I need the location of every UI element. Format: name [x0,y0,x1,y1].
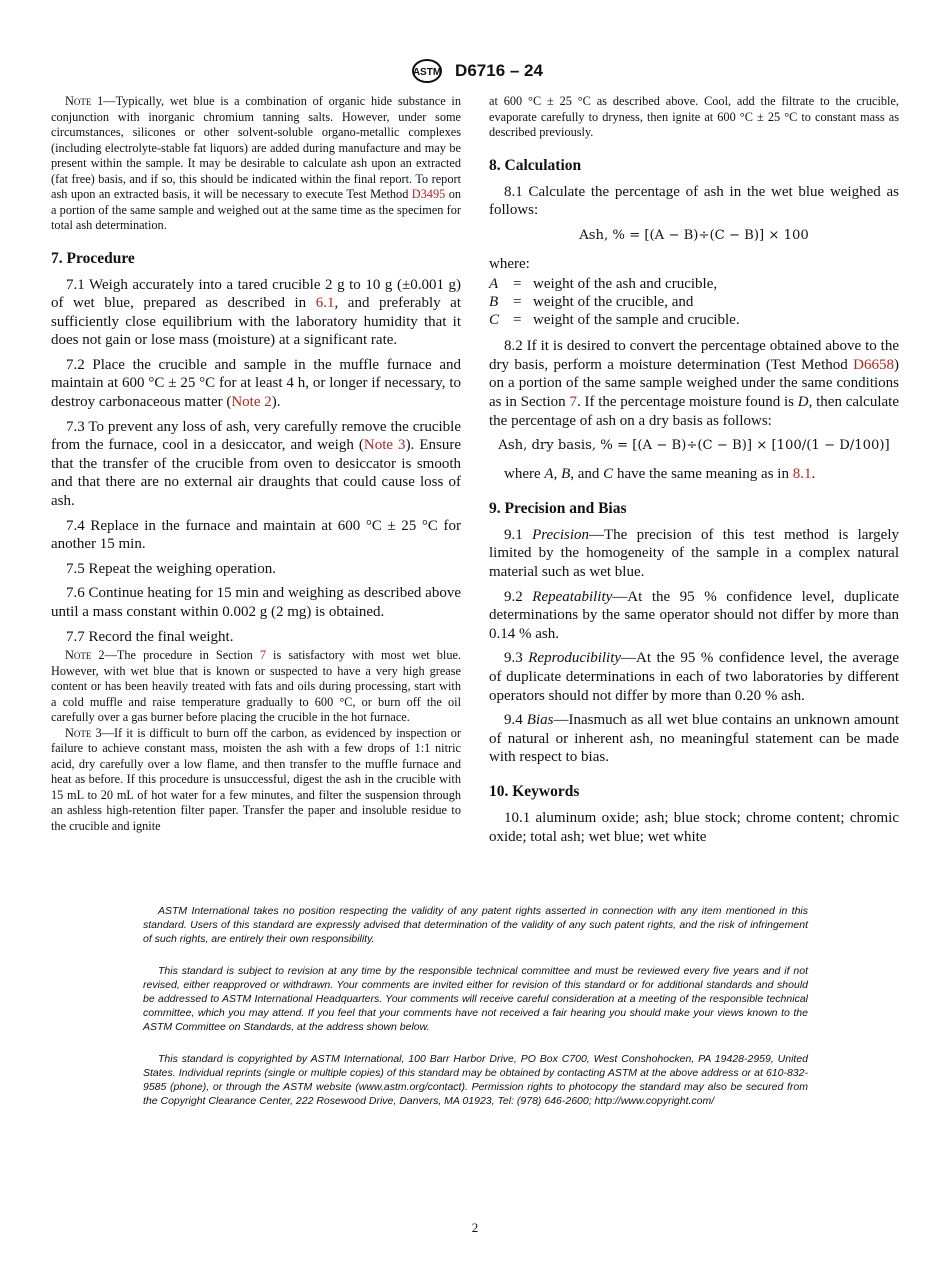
where-label: where: [489,255,530,272]
para-7-2: 7.2 Place the crucible and sample in the muffle furnace and maintain at 600 °C ± 25 °C for at least 4 h, or longer if necessary, to destroy carbonaceous matter (Note 2). [51,356,461,411]
section-10-heading: 10. Keywords [489,782,580,800]
section-8-heading: 8. Calculation [489,156,582,174]
para-8-1: 8.1 Calculate the percentage of ash in the wet blue weighed as follows: [489,183,899,219]
para-8-2: 8.2 If it is desired to convert the percentage obtained above to the dry basis, perform a moisture determination (Test Method D6658) on a portion of the same sample weighed under the same conditions as in Section 7. If the percentage moisture found is D, then calculate the percentage of ash on a dry basis as follows: [489,338,899,429]
document-number: D6716 – 24 [455,61,543,80]
para-10-1: 10.1 aluminum oxide; ash; blue stock; chrome content; chromic oxide; total ash; wet blue; wet white [489,809,899,845]
page-header [0,58,950,84]
note-1: Note 1—Typically, wet blue is a combination of organic hide substance in conjunction with inorganic chromium tanning salts. However, under some circumstances, silicones or other solvent-soluble organo-metallic complexes (including electrolyte-stable fat liquors) are added during manufacture and may be present within the sample. It may be desirable to calculate ash upon an extracted (fat free) basis, and if so, this should be indicated within the final report. To report ash upon an extracted basis, it will be necessary to execute Test Method D3495 on a portion of the same sample and weighed out at the same time as the specimen for total ash determination. [51,94,461,232]
para-7-4: 7.4 Replace in the furnace and maintain at 600 °C ± 25 °C for another 15 min. [51,517,461,553]
link-d3495[interactable]: D3495 [411,187,446,201]
para-9-2: 9.2 Repeatability—At the 95 % confidence level, duplicate determinations by the same operator should not differ by more than 0.14 % ash. [489,588,899,642]
para-7-7: 7.7 Record the final weight. [66,628,234,645]
definition-row: C = weight of the sample and crucible. [489,312,740,329]
equation-ash-dry-basis: Ash, dry basis, % = [(A − B)÷(C − B)] × [100/(1 − D/100)] [498,438,890,454]
para-7-1: 7.1 Weigh accurately into a tared crucible 2 g to 10 g (±0.001 g) of wet blue, prepared as described in 6.1, and preferably at sufficiently close equilibrium with the laboratory humidity that it does not gain or lose mass (moisture) at a significant rate. [51,276,462,349]
section-9-heading: 9. Precision and Bias [489,499,627,517]
disclaimer-revision: This standard is subject to revision at any time by the responsible technical committee and must be reviewed every five years and if not revised, either reapproved or withdrawn. Your comments are invited either for revision of this standard or for additional standards and should be addressed to ASTM International Headquarters. Your comments will receive careful consideration at a meeting of the responsible technical committee, which you may attend. If you feel that your comments have not received a fair hearing you should make your views known to the ASTM Committee on Standards, at the address shown below. [143,965,808,1033]
equation-ash: Ash, % = [(A − B)÷(C − B)] × 100 [579,227,809,243]
left-column [51,94,461,834]
note-3-continued: at 600 °C ± 25 °C as described above. Cool, add the filtrate to the crucible, evaporate carefully to dryness, then ignite at 600 °C ± 25 °C to constant mass as described previously. [489,94,899,139]
disclaimer-copyright: This standard is copyrighted by ASTM International, 100 Barr Harbor Drive, PO Box C700, West Conshohocken, PA 19428-2959, United States. Individual reprints (single or multiple copies) of this standard may be obtained by contacting ASTM at the above address or at 610-832-9585 (phone), or through the ASTM website (www.astm.org/contact). Permission rights to photocopy the standard may also be secured from the Copyright Clearance Center, 222 Rosewood Drive, Danvers, MA 01923, Tel: (978) 646-2600; http://www.copyright.com/ [143,1053,808,1107]
link-8-1[interactable]: 8.1 [792,466,812,483]
logo-text: ASTM [412,67,442,78]
link-section-7[interactable]: 7 [259,648,266,663]
para-8-2-where: where A, B, and C have the same meaning as in 8.1. [504,466,816,483]
note-3: Note 3—If it is difficult to burn off the carbon, as evidenced by inspection or failure to achieve constant mass, moisten the ash with a few drops of 1:1 nitric acid, dry carefully over a low flame, and then transfer to the muffle furnace and heat as before. If this procedure is unsuccessful, digest the ash in the crucible with 15 mL to 20 mL of hot water for a few minutes, and filter the suspension through an ashless high-retention filter paper. Transfer the paper and insoluble residue to the crucible and ignite [51,725,461,833]
disclaimer-patent: ASTM International takes no position respecting the validity of any patent rights asserted in connection with any item mentioned in this standard. Users of this standard are expressly advised that determination of the validity of any such patent rights, and the risk of infringement of such rights, are entirely their own responsibility. [143,905,808,945]
link-note-2[interactable]: Note 2 [231,394,272,411]
definition-row: B = weight of the crucible, and [489,294,694,311]
link-note-3[interactable]: Note 3 [363,437,406,454]
link-d6658[interactable]: D6658 [853,356,894,373]
right-column [489,94,899,852]
para-9-1: 9.1 Precision—The precision of this test method is largely limited by the homogeneity of the sample in a complex natural material such as wet blue. [489,526,899,581]
definition-row: A = weight of the ash and crucible, [489,276,718,293]
page-number: 2 [471,1220,479,1235]
para-7-3: 7.3 To prevent any loss of ash, very carefully remove the crucible from the furnace, cool in a desiccator, and weigh (Note 3). Ensure that the transfer of the crucible from oven to desiccator is smooth and that there are no external air draughts that could cause loss of ash. [51,418,461,510]
link-section-7-right[interactable]: 7 [569,394,577,411]
section-7-heading: 7. Procedure [51,249,135,267]
note-2: Note 2—The procedure in Section 7 is satisfactory with most wet blue. However, with wet blue that is known or suspected to have a very high grease content or has been heavily treated with fats and oils during processing, start with a cold muffle and raise temperature gradually to 600 °C, or burn off the oil carefully over a gas burner before placing the crucible in the hot furnace. [51,648,461,725]
para-7-5: 7.5 Repeat the weighing operation. [66,560,276,577]
para-9-4: 9.4 Bias—Inasmuch as all wet blue contains an unknown amount of natural or inherent ash, no meaningful statement can be made with respect to bias. [489,712,900,766]
variable-definitions [489,275,740,329]
astm-logo-icon [407,58,447,84]
para-9-3: 9.3 Reproducibility—At the 95 % confidence level, the average of duplicate determinations in each of two laboratories by different operators should not differ by more than 0.20 % ash. [489,650,900,704]
para-7-6: 7.6 Continue heating for 15 min and weighing as described above until a mass constant within 0.002 g (2 mg) is obtained. [51,585,461,620]
link-6-1[interactable]: 6.1 [315,295,335,312]
